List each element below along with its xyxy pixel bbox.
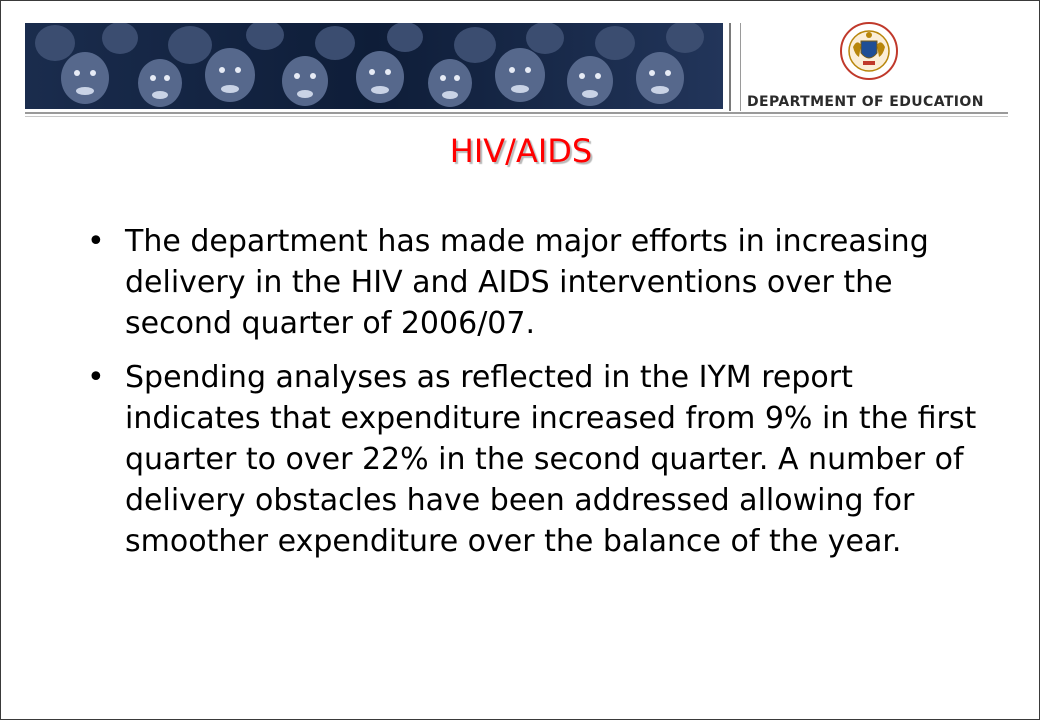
bullet-item — [83, 357, 983, 562]
header-rule-thin — [25, 116, 1008, 117]
header-rule — [25, 112, 1008, 114]
children-crowd-image — [25, 23, 723, 109]
gauteng-crest-logo — [839, 21, 899, 81]
bullet-text: Spending analyses as reflected in the IYM report indicates that expenditure increased from 9% in the first quarter to over 22% in the second quarter. A number of delivery obstacles have been addressed allowing for smoother expenditure over the balance of the year. — [125, 360, 977, 559]
slide-title: HIV/AIDS — [449, 132, 593, 170]
header-divider — [729, 23, 731, 111]
bullet-dot: • — [87, 224, 105, 259]
bullet-list — [83, 221, 983, 575]
bullet-text: The department has made major efforts in increasing delivery in the HIV and AIDS interventions over the second quarter of 2006/07. — [125, 224, 929, 341]
header-divider-thin — [740, 23, 741, 111]
banner-photo — [25, 23, 723, 109]
bullet-dot: • — [87, 360, 105, 395]
bullet-item — [83, 221, 983, 344]
department-label: DEPARTMENT OF EDUCATION — [747, 94, 984, 110]
